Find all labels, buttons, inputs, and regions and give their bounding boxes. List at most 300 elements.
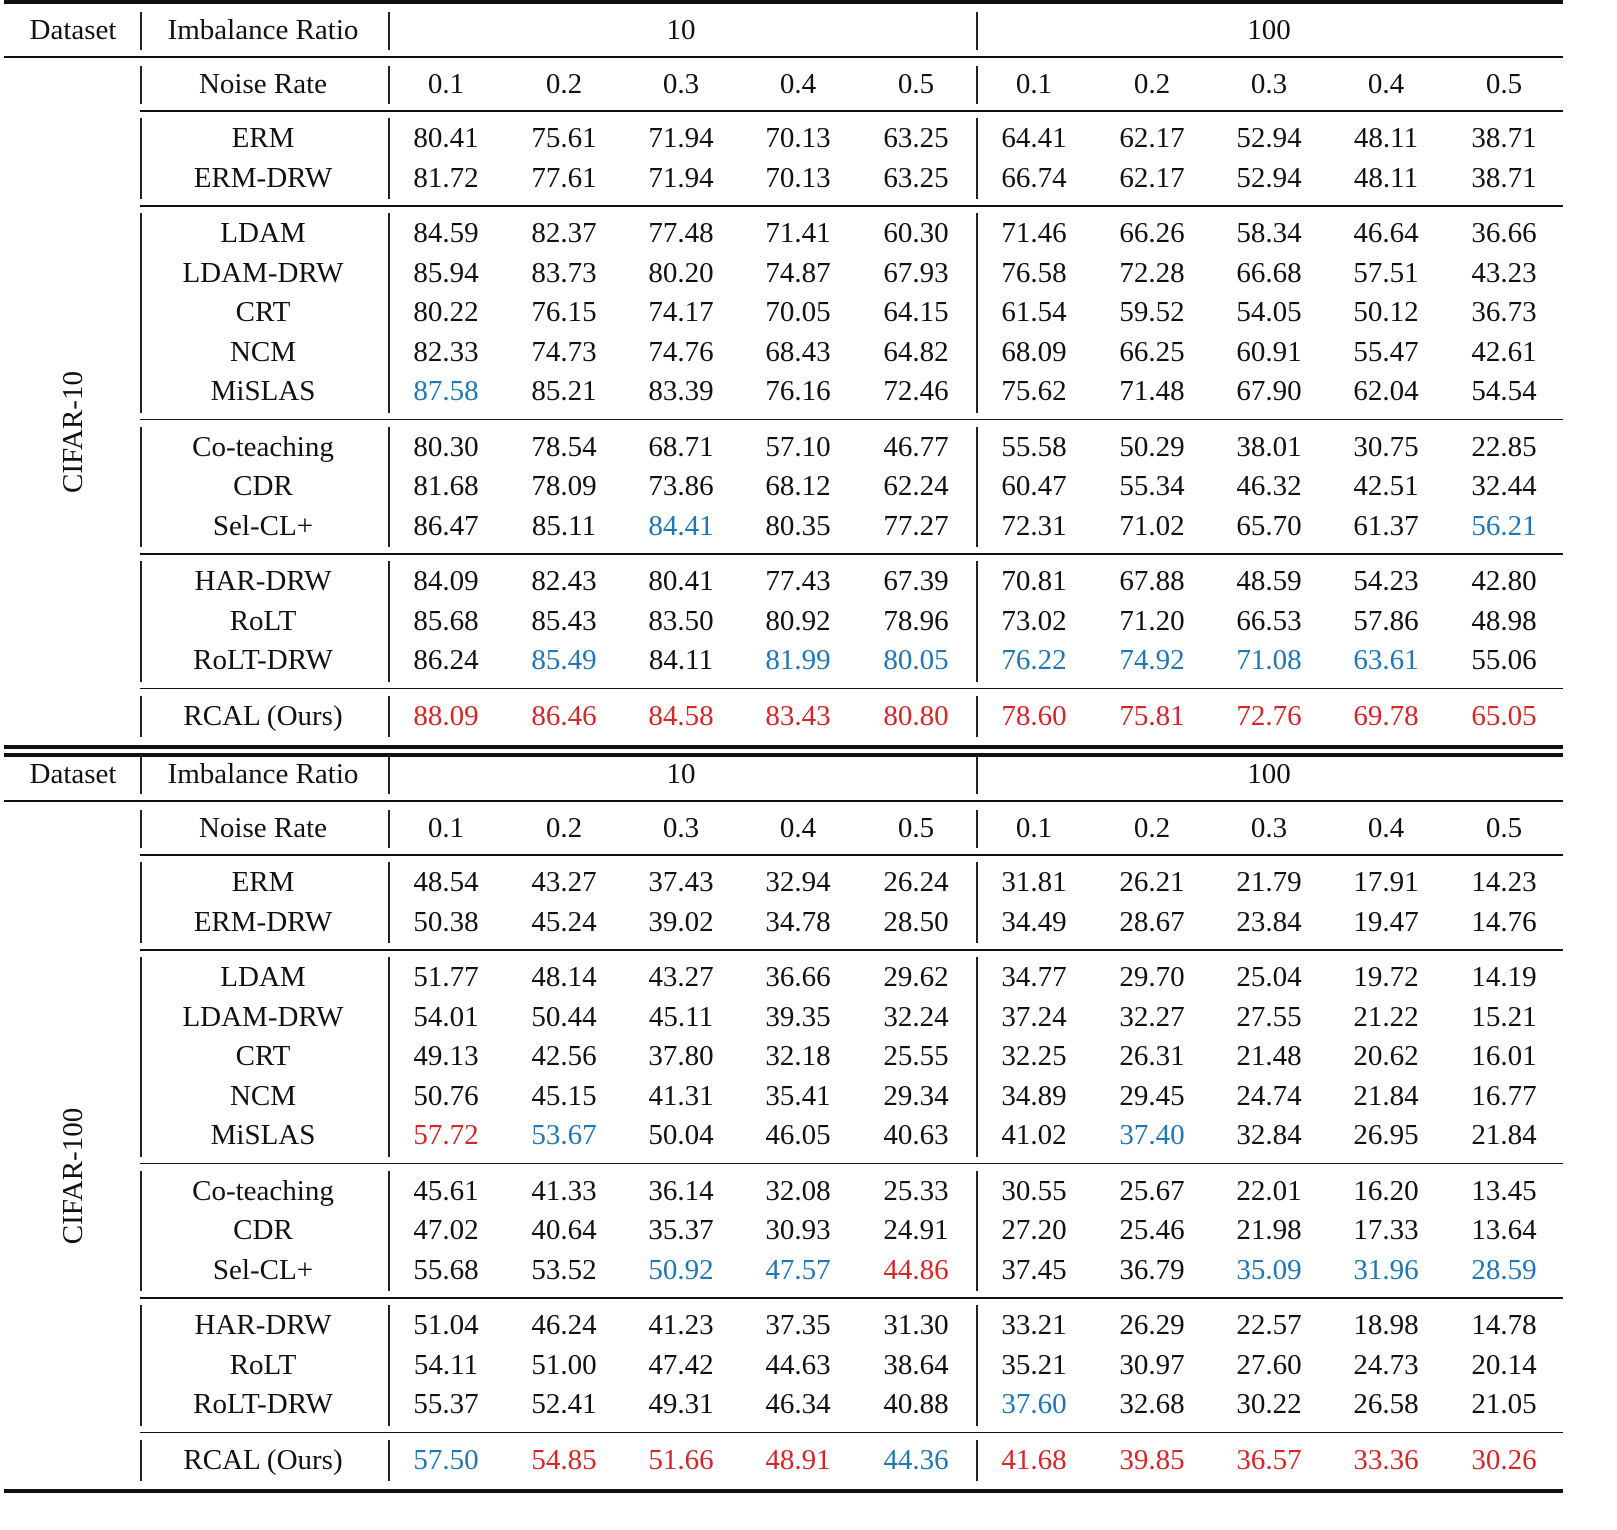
- value-cell: 38.71: [1471, 161, 1537, 194]
- method-name: LDAM-DRW: [182, 1000, 344, 1033]
- value-cell: 24.74: [1236, 1079, 1302, 1112]
- value-cell: 49.31: [648, 1388, 714, 1420]
- value-cell: 54.54: [1471, 375, 1537, 407]
- value-cell: 28.67: [1119, 905, 1185, 938]
- value-cell: 73.02: [1001, 604, 1067, 637]
- second-best-value-cell: 35.09: [1236, 1253, 1302, 1286]
- noise-rate-0.3: 0.3: [1250, 812, 1288, 844]
- value-cell: 82.37: [531, 217, 597, 249]
- value-cell: 42.56: [531, 1040, 597, 1072]
- value-cell: 64.82: [883, 335, 949, 368]
- value-cell: 41.02: [1001, 1119, 1067, 1151]
- value-cell: 81.68: [413, 470, 479, 502]
- second-best-value-cell: 71.08: [1236, 644, 1302, 676]
- method-name: ERM: [231, 122, 295, 154]
- value-cell: 32.44: [1471, 470, 1537, 502]
- best-value-cell: 41.68: [1001, 1443, 1067, 1476]
- value-cell: 42.51: [1353, 470, 1419, 502]
- column-divider: [388, 12, 390, 50]
- best-value-cell: 30.26: [1471, 1443, 1537, 1476]
- second-best-value-cell: 31.96: [1353, 1253, 1419, 1286]
- value-cell: 29.45: [1119, 1079, 1185, 1112]
- value-cell: 21.05: [1471, 1388, 1537, 1420]
- method-name: ERM-DRW: [193, 161, 333, 194]
- value-cell: 32.25: [1001, 1040, 1067, 1072]
- value-cell: 54.01: [413, 1000, 479, 1033]
- value-cell: 74.17: [648, 296, 714, 328]
- value-cell: 22.57: [1236, 1309, 1302, 1341]
- value-cell: 50.12: [1353, 296, 1419, 328]
- group-rule: [140, 949, 1563, 951]
- column-divider: [976, 756, 978, 794]
- value-cell: 72.46: [883, 375, 949, 407]
- noise-rate-0.4: 0.4: [779, 812, 817, 844]
- noise-rate-0.5: 0.5: [1485, 812, 1523, 844]
- value-cell: 46.34: [765, 1388, 831, 1420]
- value-cell: 29.70: [1119, 961, 1185, 993]
- noise-rate-0.5: 0.5: [897, 812, 935, 844]
- value-cell: 83.50: [648, 604, 714, 637]
- noise-rate-0.4: 0.4: [1367, 812, 1405, 844]
- column-divider: [976, 12, 978, 50]
- value-cell: 80.41: [648, 565, 714, 597]
- value-cell: 62.24: [883, 470, 949, 502]
- column-divider: [976, 1171, 978, 1292]
- value-cell: 20.14: [1471, 1348, 1537, 1381]
- value-cell: 84.09: [413, 565, 479, 597]
- noise-rate-0.2: 0.2: [545, 68, 583, 100]
- method-name: RoLT-DRW: [193, 1388, 333, 1420]
- value-cell: 80.22: [413, 296, 479, 328]
- value-cell: 52.94: [1236, 161, 1302, 194]
- value-cell: 57.10: [765, 430, 831, 463]
- value-cell: 85.68: [413, 604, 479, 637]
- value-cell: 52.94: [1236, 122, 1302, 154]
- best-value-cell: 69.78: [1353, 699, 1419, 732]
- value-cell: 60.91: [1236, 335, 1302, 368]
- value-cell: 68.71: [648, 430, 714, 463]
- value-cell: 42.61: [1471, 335, 1537, 368]
- method-name: RCAL (Ours): [183, 1443, 343, 1476]
- value-cell: 48.11: [1353, 161, 1419, 194]
- best-value-cell: 83.43: [765, 699, 831, 732]
- noise-rate-0.5: 0.5: [897, 68, 935, 100]
- best-value-cell: 88.09: [413, 699, 479, 732]
- column-divider: [976, 1440, 978, 1482]
- value-cell: 47.42: [648, 1348, 714, 1381]
- value-cell: 55.68: [413, 1253, 479, 1286]
- value-cell: 85.21: [531, 375, 597, 407]
- second-best-value-cell: 76.22: [1001, 644, 1067, 676]
- value-cell: 25.04: [1236, 961, 1302, 993]
- value-cell: 17.91: [1353, 866, 1419, 898]
- group-rule: [140, 1432, 1563, 1434]
- value-cell: 64.15: [883, 296, 949, 328]
- value-cell: 84.59: [413, 217, 479, 249]
- method-name: ERM-DRW: [193, 905, 333, 938]
- value-cell: 50.44: [531, 1000, 597, 1033]
- value-cell: 77.27: [883, 509, 949, 542]
- best-value-cell: 36.57: [1236, 1443, 1302, 1476]
- value-cell: 22.01: [1236, 1174, 1302, 1207]
- second-best-value-cell: 47.57: [765, 1253, 831, 1286]
- noise-rate-0.3: 0.3: [662, 812, 700, 844]
- value-cell: 55.58: [1001, 430, 1067, 463]
- second-best-value-cell: 84.41: [648, 509, 714, 542]
- value-cell: 57.86: [1353, 604, 1419, 637]
- value-cell: 37.80: [648, 1040, 714, 1072]
- column-divider: [388, 696, 390, 738]
- value-cell: 36.79: [1119, 1253, 1185, 1286]
- value-cell: 77.43: [765, 565, 831, 597]
- value-cell: 50.76: [413, 1079, 479, 1112]
- value-cell: 46.32: [1236, 470, 1302, 502]
- value-cell: 71.02: [1119, 509, 1185, 542]
- value-cell: 60.47: [1001, 470, 1067, 502]
- value-cell: 45.11: [648, 1000, 714, 1033]
- value-cell: 16.20: [1353, 1174, 1419, 1207]
- group-rule: [140, 205, 1563, 207]
- value-cell: 41.33: [531, 1174, 597, 1207]
- method-name: RoLT: [229, 604, 297, 637]
- double-rule-top: [4, 745, 1563, 749]
- value-cell: 37.24: [1001, 1000, 1067, 1033]
- value-cell: 77.61: [531, 161, 597, 194]
- value-cell: 78.54: [531, 430, 597, 463]
- value-cell: 71.48: [1119, 375, 1185, 407]
- value-cell: 85.43: [531, 604, 597, 637]
- column-divider: [140, 1440, 142, 1482]
- value-cell: 66.68: [1236, 256, 1302, 289]
- value-cell: 48.59: [1236, 565, 1302, 597]
- value-cell: 14.76: [1471, 905, 1537, 938]
- value-cell: 42.80: [1471, 565, 1537, 597]
- value-cell: 62.17: [1119, 122, 1185, 154]
- value-cell: 74.76: [648, 335, 714, 368]
- value-cell: 14.19: [1471, 961, 1537, 993]
- column-divider: [140, 118, 142, 199]
- second-best-value-cell: 56.21: [1471, 509, 1537, 542]
- value-cell: 71.46: [1001, 217, 1067, 249]
- value-cell: 16.01: [1471, 1040, 1537, 1072]
- value-cell: 86.47: [413, 509, 479, 542]
- column-divider: [388, 118, 390, 199]
- column-divider: [976, 427, 978, 548]
- value-cell: 66.74: [1001, 161, 1067, 194]
- noise-rate-0.3: 0.3: [662, 68, 700, 100]
- value-cell: 34.77: [1001, 961, 1067, 993]
- dataset-header: Dataset: [29, 14, 117, 46]
- second-best-value-cell: 28.59: [1471, 1253, 1537, 1286]
- noise-rate-0.1: 0.1: [427, 812, 465, 844]
- value-cell: 62.04: [1353, 375, 1419, 407]
- value-cell: 36.14: [648, 1174, 714, 1207]
- column-divider: [388, 810, 390, 848]
- method-name: LDAM: [220, 217, 306, 249]
- method-name: RoLT-DRW: [193, 644, 333, 676]
- best-value-cell: 54.85: [531, 1443, 597, 1476]
- column-divider: [388, 756, 390, 794]
- value-cell: 32.68: [1119, 1388, 1185, 1420]
- noise-rate-0.2: 0.2: [545, 812, 583, 844]
- value-cell: 46.24: [531, 1309, 597, 1341]
- value-cell: 25.55: [883, 1040, 949, 1072]
- column-divider: [388, 862, 390, 943]
- column-divider: [140, 862, 142, 943]
- value-cell: 60.30: [883, 217, 949, 249]
- value-cell: 32.08: [765, 1174, 831, 1207]
- value-cell: 75.61: [531, 122, 597, 154]
- column-divider: [976, 957, 978, 1157]
- value-cell: 21.79: [1236, 866, 1302, 898]
- value-cell: 35.21: [1001, 1348, 1067, 1381]
- column-divider: [140, 810, 142, 848]
- value-cell: 27.60: [1236, 1348, 1302, 1381]
- value-cell: 41.31: [648, 1079, 714, 1112]
- best-value-cell: 84.58: [648, 699, 714, 732]
- value-cell: 31.30: [883, 1309, 949, 1341]
- value-cell: 34.89: [1001, 1079, 1067, 1112]
- value-cell: 25.33: [883, 1174, 949, 1207]
- value-cell: 73.86: [648, 470, 714, 502]
- value-cell: 15.21: [1471, 1000, 1537, 1033]
- value-cell: 46.77: [883, 430, 949, 463]
- column-divider: [140, 561, 142, 682]
- value-cell: 14.78: [1471, 1309, 1537, 1341]
- column-divider: [140, 66, 142, 104]
- value-cell: 50.04: [648, 1119, 714, 1151]
- value-cell: 21.22: [1353, 1000, 1419, 1033]
- bottom-rule: [4, 1489, 1563, 1493]
- value-cell: 26.31: [1119, 1040, 1185, 1072]
- method-name: RCAL (Ours): [183, 699, 343, 732]
- value-cell: 32.27: [1119, 1000, 1185, 1033]
- value-cell: 36.73: [1471, 296, 1537, 328]
- value-cell: 62.17: [1119, 161, 1185, 194]
- column-divider: [976, 810, 978, 848]
- value-cell: 46.64: [1353, 217, 1419, 249]
- group-rule: [140, 688, 1563, 690]
- value-cell: 30.75: [1353, 430, 1419, 463]
- noise-rate-0.1: 0.1: [1015, 812, 1053, 844]
- value-cell: 55.06: [1471, 644, 1537, 676]
- value-cell: 26.58: [1353, 1388, 1419, 1420]
- noise-rate-0.5: 0.5: [1485, 68, 1523, 100]
- value-cell: 61.54: [1001, 296, 1067, 328]
- value-cell: 45.24: [531, 905, 597, 938]
- method-name: CDR: [233, 470, 293, 502]
- value-cell: 31.81: [1001, 866, 1067, 898]
- value-cell: 21.84: [1353, 1079, 1419, 1112]
- column-divider: [388, 213, 390, 413]
- value-cell: 13.64: [1471, 1214, 1537, 1246]
- value-cell: 71.20: [1119, 604, 1185, 637]
- dataset-label: CIFAR-10: [57, 370, 89, 493]
- value-cell: 55.34: [1119, 470, 1185, 502]
- value-cell: 67.93: [883, 256, 949, 289]
- value-cell: 78.96: [883, 604, 949, 637]
- value-cell: 72.28: [1119, 256, 1185, 289]
- value-cell: 25.67: [1119, 1174, 1185, 1207]
- column-divider: [976, 862, 978, 943]
- value-cell: 19.72: [1353, 961, 1419, 993]
- value-cell: 74.73: [531, 335, 597, 368]
- method-name: LDAM: [220, 961, 306, 993]
- value-cell: 61.37: [1353, 509, 1419, 542]
- dataset-header: Dataset: [29, 758, 117, 790]
- value-cell: 70.13: [765, 122, 831, 154]
- second-best-value-cell: 63.61: [1353, 644, 1419, 676]
- method-name: Sel-CL+: [212, 509, 314, 542]
- imbalance-ratio-100: 100: [1247, 14, 1291, 46]
- value-cell: 70.05: [765, 296, 831, 328]
- value-cell: 83.73: [531, 256, 597, 289]
- value-cell: 21.84: [1471, 1119, 1537, 1151]
- noise-rate-0.2: 0.2: [1133, 812, 1171, 844]
- value-cell: 30.22: [1236, 1388, 1302, 1420]
- value-cell: 51.00: [531, 1348, 597, 1381]
- value-cell: 76.58: [1001, 256, 1067, 289]
- value-cell: 66.53: [1236, 604, 1302, 637]
- value-cell: 66.26: [1119, 217, 1185, 249]
- value-cell: 44.63: [765, 1348, 831, 1381]
- value-cell: 13.45: [1471, 1174, 1537, 1207]
- value-cell: 43.23: [1471, 256, 1537, 289]
- second-best-value-cell: 53.67: [531, 1119, 597, 1151]
- value-cell: 52.41: [531, 1388, 597, 1420]
- value-cell: 53.52: [531, 1253, 597, 1286]
- second-best-value-cell: 74.92: [1119, 644, 1185, 676]
- value-cell: 38.64: [883, 1348, 949, 1381]
- value-cell: 21.48: [1236, 1040, 1302, 1072]
- best-value-cell: 39.85: [1119, 1443, 1185, 1476]
- value-cell: 43.27: [648, 961, 714, 993]
- value-cell: 48.54: [413, 866, 479, 898]
- value-cell: 32.24: [883, 1000, 949, 1033]
- noise-rule: [140, 110, 1563, 112]
- value-cell: 51.04: [413, 1309, 479, 1341]
- method-name: ERM: [231, 866, 295, 898]
- value-cell: 57.51: [1353, 256, 1419, 289]
- group-rule: [140, 1297, 1563, 1299]
- column-divider: [388, 561, 390, 682]
- value-cell: 34.78: [765, 905, 831, 938]
- best-value-cell: 65.05: [1471, 699, 1537, 732]
- method-name: NCM: [229, 335, 297, 368]
- imbalance-ratio-10: 10: [666, 758, 696, 790]
- value-cell: 26.95: [1353, 1119, 1419, 1151]
- noise-rate-0.4: 0.4: [1367, 68, 1405, 100]
- value-cell: 48.98: [1471, 604, 1537, 637]
- value-cell: 40.64: [531, 1214, 597, 1246]
- value-cell: 29.34: [883, 1079, 949, 1112]
- value-cell: 23.84: [1236, 905, 1302, 938]
- value-cell: 27.55: [1236, 1000, 1302, 1033]
- column-divider: [388, 427, 390, 548]
- method-name: NCM: [229, 1079, 297, 1112]
- value-cell: 30.93: [765, 1214, 831, 1246]
- value-cell: 71.41: [765, 217, 831, 249]
- value-cell: 20.62: [1353, 1040, 1419, 1072]
- value-cell: 22.85: [1471, 430, 1537, 463]
- value-cell: 18.98: [1353, 1309, 1419, 1341]
- value-cell: 71.94: [648, 122, 714, 154]
- value-cell: 80.41: [413, 122, 479, 154]
- value-cell: 16.77: [1471, 1079, 1537, 1112]
- value-cell: 66.25: [1119, 335, 1185, 368]
- value-cell: 34.49: [1001, 905, 1067, 938]
- noise-rule: [140, 854, 1563, 856]
- value-cell: 37.45: [1001, 1253, 1067, 1286]
- method-name: CDR: [233, 1214, 293, 1246]
- value-cell: 54.11: [413, 1348, 479, 1381]
- noise-rate-header: Noise Rate: [198, 68, 328, 100]
- method-name: MiSLAS: [210, 1119, 316, 1151]
- noise-rate-0.4: 0.4: [779, 68, 817, 100]
- value-cell: 32.84: [1236, 1119, 1302, 1151]
- value-cell: 63.25: [883, 161, 949, 194]
- best-value-cell: 48.91: [765, 1443, 831, 1476]
- value-cell: 76.15: [531, 296, 597, 328]
- value-cell: 67.88: [1119, 565, 1185, 597]
- value-cell: 68.09: [1001, 335, 1067, 368]
- value-cell: 32.94: [765, 866, 831, 898]
- value-cell: 86.24: [413, 644, 479, 676]
- method-name: CRT: [235, 296, 291, 328]
- header-rule: [4, 800, 1563, 802]
- value-cell: 58.34: [1236, 217, 1302, 249]
- second-best-value-cell: 80.05: [883, 644, 949, 676]
- value-cell: 25.46: [1119, 1214, 1185, 1246]
- value-cell: 80.30: [413, 430, 479, 463]
- value-cell: 80.20: [648, 256, 714, 289]
- value-cell: 81.72: [413, 161, 479, 194]
- value-cell: 85.94: [413, 256, 479, 289]
- best-value-cell: 75.81: [1119, 699, 1185, 732]
- column-divider: [388, 957, 390, 1157]
- value-cell: 24.73: [1353, 1348, 1419, 1381]
- column-divider: [388, 1171, 390, 1292]
- second-best-value-cell: 87.58: [413, 375, 479, 407]
- imbalance-ratio-10: 10: [666, 14, 696, 46]
- value-cell: 45.15: [531, 1079, 597, 1112]
- value-cell: 14.23: [1471, 866, 1537, 898]
- value-cell: 55.37: [413, 1388, 479, 1420]
- value-cell: 47.02: [413, 1214, 479, 1246]
- value-cell: 54.23: [1353, 565, 1419, 597]
- method-name: CRT: [235, 1040, 291, 1072]
- value-cell: 65.70: [1236, 509, 1302, 542]
- value-cell: 26.29: [1119, 1309, 1185, 1341]
- value-cell: 36.66: [1471, 217, 1537, 249]
- value-cell: 67.90: [1236, 375, 1302, 407]
- value-cell: 30.97: [1119, 1348, 1185, 1381]
- value-cell: 26.24: [883, 866, 949, 898]
- best-value-cell: 51.66: [648, 1443, 714, 1476]
- value-cell: 26.21: [1119, 866, 1185, 898]
- best-value-cell: 57.72: [413, 1119, 479, 1151]
- method-name: Co-teaching: [192, 1174, 334, 1207]
- column-divider: [140, 1171, 142, 1292]
- second-best-value-cell: 37.60: [1001, 1388, 1067, 1420]
- column-divider: [976, 213, 978, 413]
- group-rule: [140, 553, 1563, 555]
- value-cell: 48.11: [1353, 122, 1419, 154]
- second-best-value-cell: 37.40: [1119, 1119, 1185, 1151]
- value-cell: 54.05: [1236, 296, 1302, 328]
- value-cell: 49.13: [413, 1040, 479, 1072]
- value-cell: 29.62: [883, 961, 949, 993]
